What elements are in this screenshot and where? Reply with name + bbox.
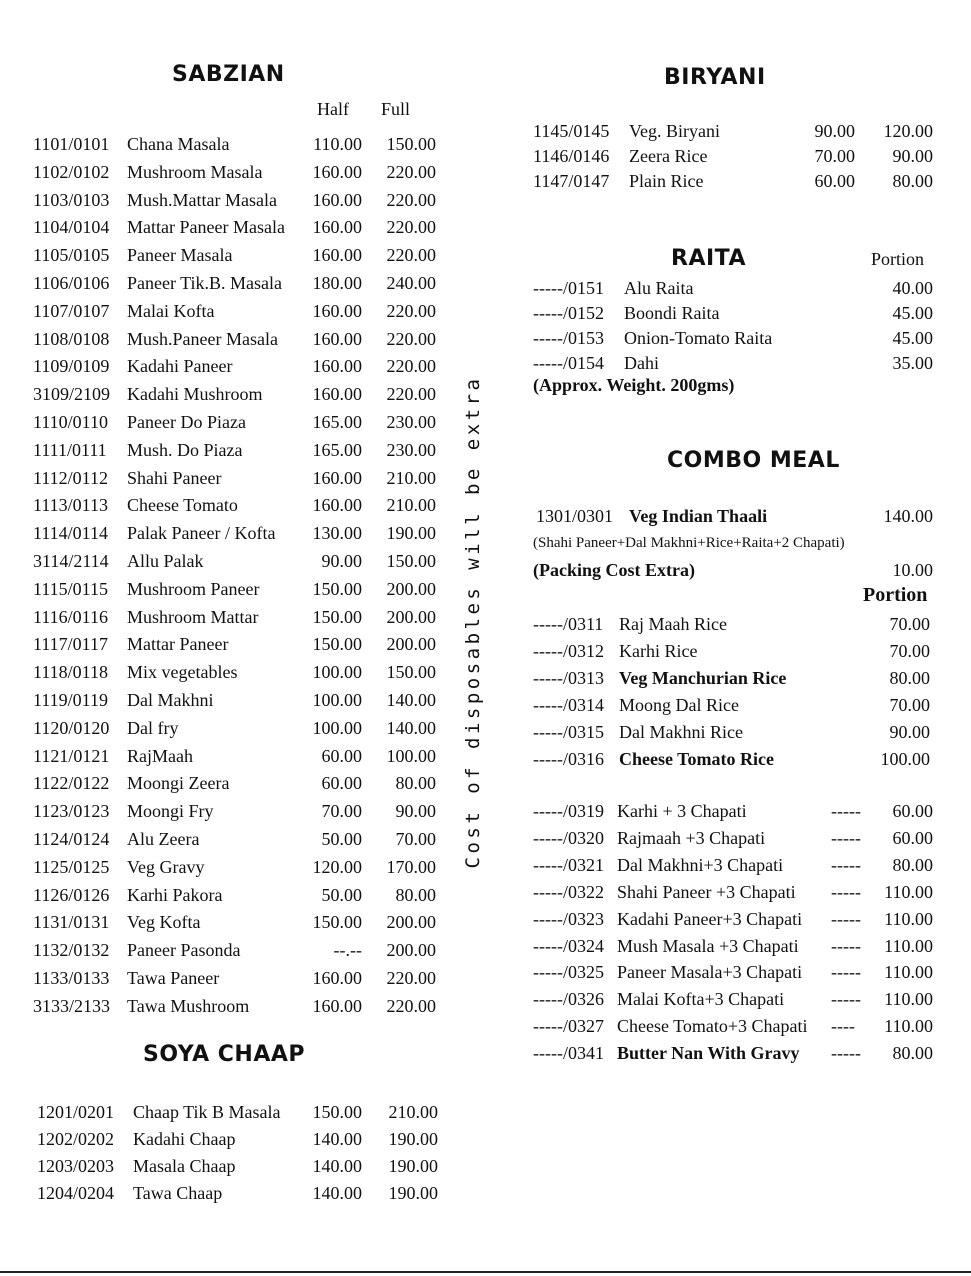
combo-chapati-item <box>0 960 971 984</box>
item-code: -----/0327 <box>533 1016 604 1037</box>
combo-chapati-item <box>0 799 971 823</box>
item-name: Karhi Rice <box>619 641 698 661</box>
item-name: Cheese Tomato <box>127 495 238 516</box>
thaali-row <box>0 504 971 528</box>
item-price: 110.00 <box>884 1016 933 1037</box>
item-dash: ----- <box>831 962 861 983</box>
item-name: Mix vegetables <box>127 662 238 683</box>
item-dash: ----- <box>831 989 861 1010</box>
item-full-price: 220.00 <box>386 245 436 266</box>
item-price: 60.00 <box>892 801 933 821</box>
item-code: 1117/0117 <box>33 634 108 655</box>
item-code: 1122/0122 <box>33 773 110 794</box>
item-name: Mattar Paneer Masala <box>127 217 285 238</box>
sabzian-item <box>0 410 971 434</box>
item-name: Mushroom Mattar <box>127 606 259 627</box>
item-code: -----/0153 <box>533 328 604 348</box>
item-half-price: --.-- <box>333 940 362 961</box>
item-code: -----/0154 <box>533 353 604 373</box>
combo-rice-item <box>0 612 971 636</box>
item-full-price: 90.00 <box>892 146 933 166</box>
item-full-price: 210.00 <box>388 1102 438 1122</box>
item-full-price: 70.00 <box>395 829 436 849</box>
item-half-price: 150.00 <box>312 1102 362 1122</box>
combo-rice-item <box>0 720 971 744</box>
item-full-price: 190.00 <box>388 1156 438 1176</box>
item-half-price: 50.00 <box>321 829 362 849</box>
item-name: Paneer Masala <box>127 245 233 266</box>
item-code: -----/0324 <box>533 935 604 956</box>
item-price: 110.00 <box>884 935 933 956</box>
item-code: 1109/0109 <box>33 356 110 377</box>
item-code: 1145/0145 <box>533 121 610 141</box>
item-dash: ---- <box>831 1016 855 1037</box>
item-dash: ----- <box>831 935 861 956</box>
item-full-price: 220.00 <box>386 300 436 321</box>
full-column-label: Full <box>381 99 411 119</box>
item-code: 3109/2109 <box>33 384 111 405</box>
item-half-price: 90.00 <box>321 551 362 571</box>
combo-chapati-item <box>0 987 971 1011</box>
item-code: -----/0151 <box>533 278 604 298</box>
item-code: -----/0311 <box>533 614 604 634</box>
item-full-price: 210.00 <box>386 467 436 488</box>
item-code: -----/0322 <box>533 881 604 902</box>
item-half-price: 140.00 <box>312 1129 362 1149</box>
item-name: Dahi <box>624 353 659 373</box>
item-code: 1146/0146 <box>533 146 610 166</box>
item-full-price: 220.00 <box>386 161 436 182</box>
item-full-price: 190.00 <box>388 1183 438 1203</box>
item-half-price: 100.00 <box>312 690 362 710</box>
item-name: Shahi Paneer <box>127 467 222 488</box>
combo-chapati-item <box>0 907 971 931</box>
soya-chaap-item <box>0 1154 971 1178</box>
item-code: 1102/0102 <box>33 161 110 182</box>
raita-heading: RAITA <box>671 246 746 271</box>
item-name: Paneer Pasonda <box>127 940 241 961</box>
item-code: 1204/0204 <box>37 1183 115 1203</box>
item-price: 110.00 <box>884 989 933 1010</box>
biryani-item <box>0 119 971 143</box>
item-name: Plain Rice <box>629 171 704 191</box>
combo-chapati-item <box>0 853 971 877</box>
item-full-price: 220.00 <box>386 189 436 210</box>
item-name: Chaap Tik B Masala <box>133 1102 281 1122</box>
packing-price: 10.00 <box>892 560 933 580</box>
item-half-price: 160.00 <box>312 356 362 377</box>
item-half-price: 100.00 <box>312 662 362 683</box>
sabzian-item <box>0 215 971 239</box>
item-code: 1103/0103 <box>33 189 110 210</box>
thaali-name: Veg Indian Thaali <box>629 506 768 526</box>
item-full-price: 210.00 <box>386 495 436 516</box>
item-code: -----/0320 <box>533 827 604 848</box>
item-name: Mush.Mattar Masala <box>127 189 277 210</box>
item-code: -----/0312 <box>533 641 604 661</box>
item-code: -----/0326 <box>533 989 604 1010</box>
item-price: 60.00 <box>892 827 933 848</box>
item-half-price: 140.00 <box>312 1156 362 1176</box>
item-name: Kadahi Chaap <box>133 1129 236 1149</box>
item-code: 1121/0121 <box>33 745 110 766</box>
item-half-price: 160.00 <box>312 217 362 238</box>
item-half-price: 150.00 <box>312 578 362 599</box>
item-price: 45.00 <box>892 328 933 348</box>
item-name: Moong Dal Rice <box>619 695 739 715</box>
biryani-heading: BIRYANI <box>664 65 766 90</box>
item-half-price: 150.00 <box>312 606 362 627</box>
item-name: Cheese Tomato Rice <box>619 749 774 769</box>
item-full-price: 220.00 <box>386 968 436 988</box>
item-full-price: 240.00 <box>386 273 436 293</box>
item-half-price: 160.00 <box>312 384 362 405</box>
item-code: 1126/0126 <box>33 884 110 905</box>
item-code: 1120/0120 <box>33 717 110 738</box>
combo-chapati-item <box>0 1014 971 1038</box>
item-full-price: 220.00 <box>386 328 436 349</box>
item-half-price: 160.00 <box>312 467 362 488</box>
item-half-price: 180.00 <box>312 273 362 293</box>
soya-chaap-item <box>0 1100 971 1124</box>
item-half-price: 100.00 <box>312 717 362 738</box>
item-name: Mush.Paneer Masala <box>127 328 278 349</box>
item-code: 1119/0119 <box>33 690 108 710</box>
item-full-price: 200.00 <box>386 578 436 599</box>
item-full-price: 230.00 <box>386 412 436 432</box>
item-half-price: 60.00 <box>814 171 855 191</box>
item-name: Butter Nan With Gravy <box>617 1043 800 1064</box>
item-half-price: 70.00 <box>814 146 855 166</box>
item-full-price: 140.00 <box>386 717 436 738</box>
item-full-price: 150.00 <box>386 551 436 571</box>
item-full-price: 90.00 <box>395 801 436 822</box>
item-price: 70.00 <box>889 641 930 661</box>
item-price: 110.00 <box>884 881 933 902</box>
item-name: Veg Manchurian Rice <box>619 668 787 688</box>
item-name: Paneer Tik.B. Masala <box>127 273 282 293</box>
item-code: 1112/0112 <box>33 467 108 488</box>
thaali-price: 140.00 <box>883 506 933 526</box>
item-name: Dal fry <box>127 717 179 738</box>
item-half-price: 90.00 <box>814 121 855 141</box>
item-full-price: 140.00 <box>386 690 436 710</box>
combo-chapati-item <box>0 826 971 850</box>
item-name: Moongi Fry <box>127 801 214 822</box>
item-code: 1133/0133 <box>33 968 110 988</box>
item-half-price: 140.00 <box>312 1183 362 1203</box>
item-code: 1123/0123 <box>33 801 110 822</box>
item-name: Alu Zeera <box>127 829 200 849</box>
item-half-price: 130.00 <box>312 523 362 544</box>
item-code: 1118/0118 <box>33 662 108 683</box>
item-half-price: 160.00 <box>312 161 362 182</box>
raita-item <box>0 351 971 375</box>
item-code: 1111/0111 <box>33 439 107 460</box>
half-column-label: Half <box>317 99 349 119</box>
sabzian-item <box>0 243 971 267</box>
item-name: Palak Paneer / Kofta <box>127 523 276 544</box>
item-name: Mushroom Paneer <box>127 578 260 599</box>
sabzian-heading: SABZIAN <box>172 62 285 87</box>
item-code: -----/0313 <box>533 668 604 688</box>
item-code: 1108/0108 <box>33 328 110 349</box>
item-price: 45.00 <box>892 303 933 323</box>
item-name: Raj Maah Rice <box>619 614 727 634</box>
item-code: 1132/0132 <box>33 940 110 961</box>
item-name: Tawa Paneer <box>127 968 220 988</box>
item-name: Allu Palak <box>127 551 204 571</box>
sabzian-item <box>0 382 971 406</box>
thaali-code: 1301/0301 <box>536 506 614 526</box>
item-name: Mushroom Masala <box>127 161 263 182</box>
item-code: -----/0152 <box>533 303 604 323</box>
soya-chaap-item <box>0 1181 971 1205</box>
item-code: 1104/0104 <box>33 217 110 238</box>
item-dash: ----- <box>831 881 861 902</box>
item-code: -----/0316 <box>533 749 604 769</box>
item-name: Onion-Tomato Raita <box>624 328 773 348</box>
item-full-price: 190.00 <box>386 523 436 544</box>
item-name: Karhi + 3 Chapati <box>617 801 747 821</box>
item-name: Karhi Pakora <box>127 884 223 905</box>
item-code: -----/0325 <box>533 962 604 983</box>
item-name: Dal Makhni+3 Chapati <box>617 854 784 875</box>
item-name: Veg Gravy <box>127 856 205 877</box>
item-full-price: 220.00 <box>386 384 436 405</box>
item-price: 110.00 <box>884 908 933 929</box>
item-code: -----/0321 <box>533 854 604 875</box>
item-full-price: 200.00 <box>386 634 436 655</box>
combo-chapati-item <box>0 934 971 958</box>
combo-chapati-item <box>0 1041 971 1065</box>
item-code: 1106/0106 <box>33 273 110 293</box>
item-name: Tawa Chaap <box>133 1183 223 1203</box>
item-price: 80.00 <box>889 668 930 688</box>
item-dash: ----- <box>831 1043 861 1064</box>
item-name: Kadahi Paneer <box>127 356 233 377</box>
raita-item <box>0 276 971 300</box>
item-name: Kadahi Paneer+3 Chapati <box>617 908 803 929</box>
item-name: Zeera Rice <box>629 146 708 166</box>
item-code: -----/0315 <box>533 722 604 742</box>
item-price: 110.00 <box>884 962 933 983</box>
item-name: Malai Kofta+3 Chapati <box>617 989 785 1010</box>
item-name: Tawa Mushroom <box>127 995 250 1016</box>
item-code: 1116/0116 <box>33 606 108 627</box>
item-name: Rajmaah +3 Chapati <box>617 827 766 848</box>
item-name: Veg Kofta <box>127 912 201 933</box>
item-code: 1113/0113 <box>33 495 108 516</box>
item-half-price: 160.00 <box>312 328 362 349</box>
item-dash: ----- <box>831 801 861 821</box>
raita-weight-note: (Approx. Weight. 200gms) <box>533 375 735 395</box>
item-full-price: 220.00 <box>386 995 436 1016</box>
item-full-price: 200.00 <box>386 606 436 627</box>
item-price: 40.00 <box>892 278 933 298</box>
item-name: Shahi Paneer +3 Chapati <box>617 881 796 902</box>
item-code: 3133/2133 <box>33 995 111 1016</box>
biryani-item <box>0 144 971 168</box>
combo-rice-item <box>0 666 971 690</box>
item-full-price: 220.00 <box>386 217 436 238</box>
item-name: Dal Makhni <box>127 690 214 710</box>
item-half-price: 165.00 <box>312 439 362 460</box>
item-half-price: 160.00 <box>312 495 362 516</box>
item-name: RajMaah <box>127 745 193 766</box>
item-half-price: 160.00 <box>312 995 362 1016</box>
item-full-price: 170.00 <box>386 856 436 877</box>
packing-row <box>0 558 971 582</box>
item-price: 70.00 <box>889 614 930 634</box>
item-full-price: 190.00 <box>388 1129 438 1149</box>
item-full-price: 150.00 <box>386 134 436 154</box>
item-price: 80.00 <box>892 854 933 875</box>
item-name: Alu Raita <box>624 278 694 298</box>
bottom-divider <box>0 1271 971 1273</box>
item-name: Paneer Do Piaza <box>127 412 246 432</box>
item-code: -----/0323 <box>533 908 604 929</box>
soya-chaap-heading: SOYA CHAAP <box>143 1042 306 1067</box>
item-full-price: 80.00 <box>395 884 436 905</box>
raita-item <box>0 301 971 325</box>
item-price: 70.00 <box>889 695 930 715</box>
item-code: -----/0314 <box>533 695 604 715</box>
combo-portion-label: Portion <box>863 584 928 606</box>
soya-chaap-item <box>0 1127 971 1151</box>
item-price: 100.00 <box>880 749 930 769</box>
item-code: 1147/0147 <box>533 171 610 191</box>
thaali-contents: (Shahi Paneer+Dal Makhni+Rice+Raita+2 Chapati) <box>533 535 845 551</box>
item-name: Mattar Paneer <box>127 634 229 655</box>
item-half-price: 120.00 <box>312 856 362 877</box>
item-name: Mush. Do Piaza <box>127 439 243 460</box>
disposables-note-text: Cost of disposables will be extra <box>462 375 484 869</box>
item-price: 35.00 <box>892 353 933 373</box>
item-dash: ----- <box>831 827 861 848</box>
sabzian-item <box>0 771 971 795</box>
raita-item <box>0 326 971 350</box>
item-full-price: 150.00 <box>386 662 436 683</box>
item-code: 1101/0101 <box>33 134 110 154</box>
item-half-price: 60.00 <box>321 773 362 794</box>
item-half-price: 150.00 <box>312 634 362 655</box>
combo-rice-item <box>0 747 971 771</box>
item-code: 1124/0124 <box>33 829 110 849</box>
item-name: Mush Masala +3 Chapati <box>617 935 799 956</box>
item-code: 3114/2114 <box>33 551 109 571</box>
item-half-price: 160.00 <box>312 245 362 266</box>
item-code: 1201/0201 <box>37 1102 115 1122</box>
item-half-price: 60.00 <box>321 745 362 766</box>
item-half-price: 110.00 <box>313 134 362 154</box>
item-code: 1115/0115 <box>33 578 108 599</box>
item-code: 1114/0114 <box>33 523 108 544</box>
item-code: 1202/0202 <box>37 1129 115 1149</box>
item-name: Masala Chaap <box>133 1156 236 1176</box>
item-code: 1105/0105 <box>33 245 110 266</box>
item-full-price: 80.00 <box>395 773 436 794</box>
item-code: 1125/0125 <box>33 856 110 877</box>
item-half-price: 70.00 <box>321 801 362 822</box>
item-name: Moongi Zeera <box>127 773 230 794</box>
item-code: 1107/0107 <box>33 300 110 321</box>
combo-rice-item <box>0 639 971 663</box>
item-price: 80.00 <box>892 1043 933 1064</box>
item-code: 1110/0110 <box>33 412 108 432</box>
item-full-price: 220.00 <box>386 356 436 377</box>
item-name: Dal Makhni Rice <box>619 722 743 742</box>
item-full-price: 100.00 <box>386 745 436 766</box>
item-name: Malai Kofta <box>127 300 215 321</box>
combo-meal-heading: COMBO MEAL <box>667 448 840 473</box>
raita-portion-label: Portion <box>871 249 925 269</box>
item-name: Boondi Raita <box>624 303 720 323</box>
biryani-item <box>0 169 971 193</box>
item-name: Cheese Tomato+3 Chapati <box>617 1016 808 1037</box>
item-name: Veg. Biryani <box>629 121 720 141</box>
item-full-price: 200.00 <box>386 912 436 933</box>
item-half-price: 160.00 <box>312 189 362 210</box>
item-full-price: 80.00 <box>892 171 933 191</box>
item-code: 1203/0203 <box>37 1156 115 1176</box>
item-half-price: 165.00 <box>312 412 362 432</box>
item-name: Paneer Masala+3 Chapati <box>617 962 803 983</box>
item-code: -----/0341 <box>533 1043 604 1064</box>
combo-rice-item <box>0 693 971 717</box>
item-half-price: 160.00 <box>312 968 362 988</box>
packing-label: (Packing Cost Extra) <box>533 560 695 580</box>
item-dash: ----- <box>831 854 861 875</box>
item-name: Chana Masala <box>127 134 230 154</box>
item-code: 1131/0131 <box>33 912 110 933</box>
item-code: -----/0319 <box>533 801 604 821</box>
item-full-price: 230.00 <box>386 439 436 460</box>
combo-chapati-item <box>0 880 971 904</box>
item-full-price: 120.00 <box>883 121 933 141</box>
item-full-price: 200.00 <box>386 940 436 961</box>
item-half-price: 50.00 <box>321 884 362 905</box>
item-half-price: 160.00 <box>312 300 362 321</box>
item-name: Kadahi Mushroom <box>127 384 263 405</box>
item-half-price: 150.00 <box>312 912 362 933</box>
item-dash: ----- <box>831 908 861 929</box>
item-price: 90.00 <box>889 722 930 742</box>
